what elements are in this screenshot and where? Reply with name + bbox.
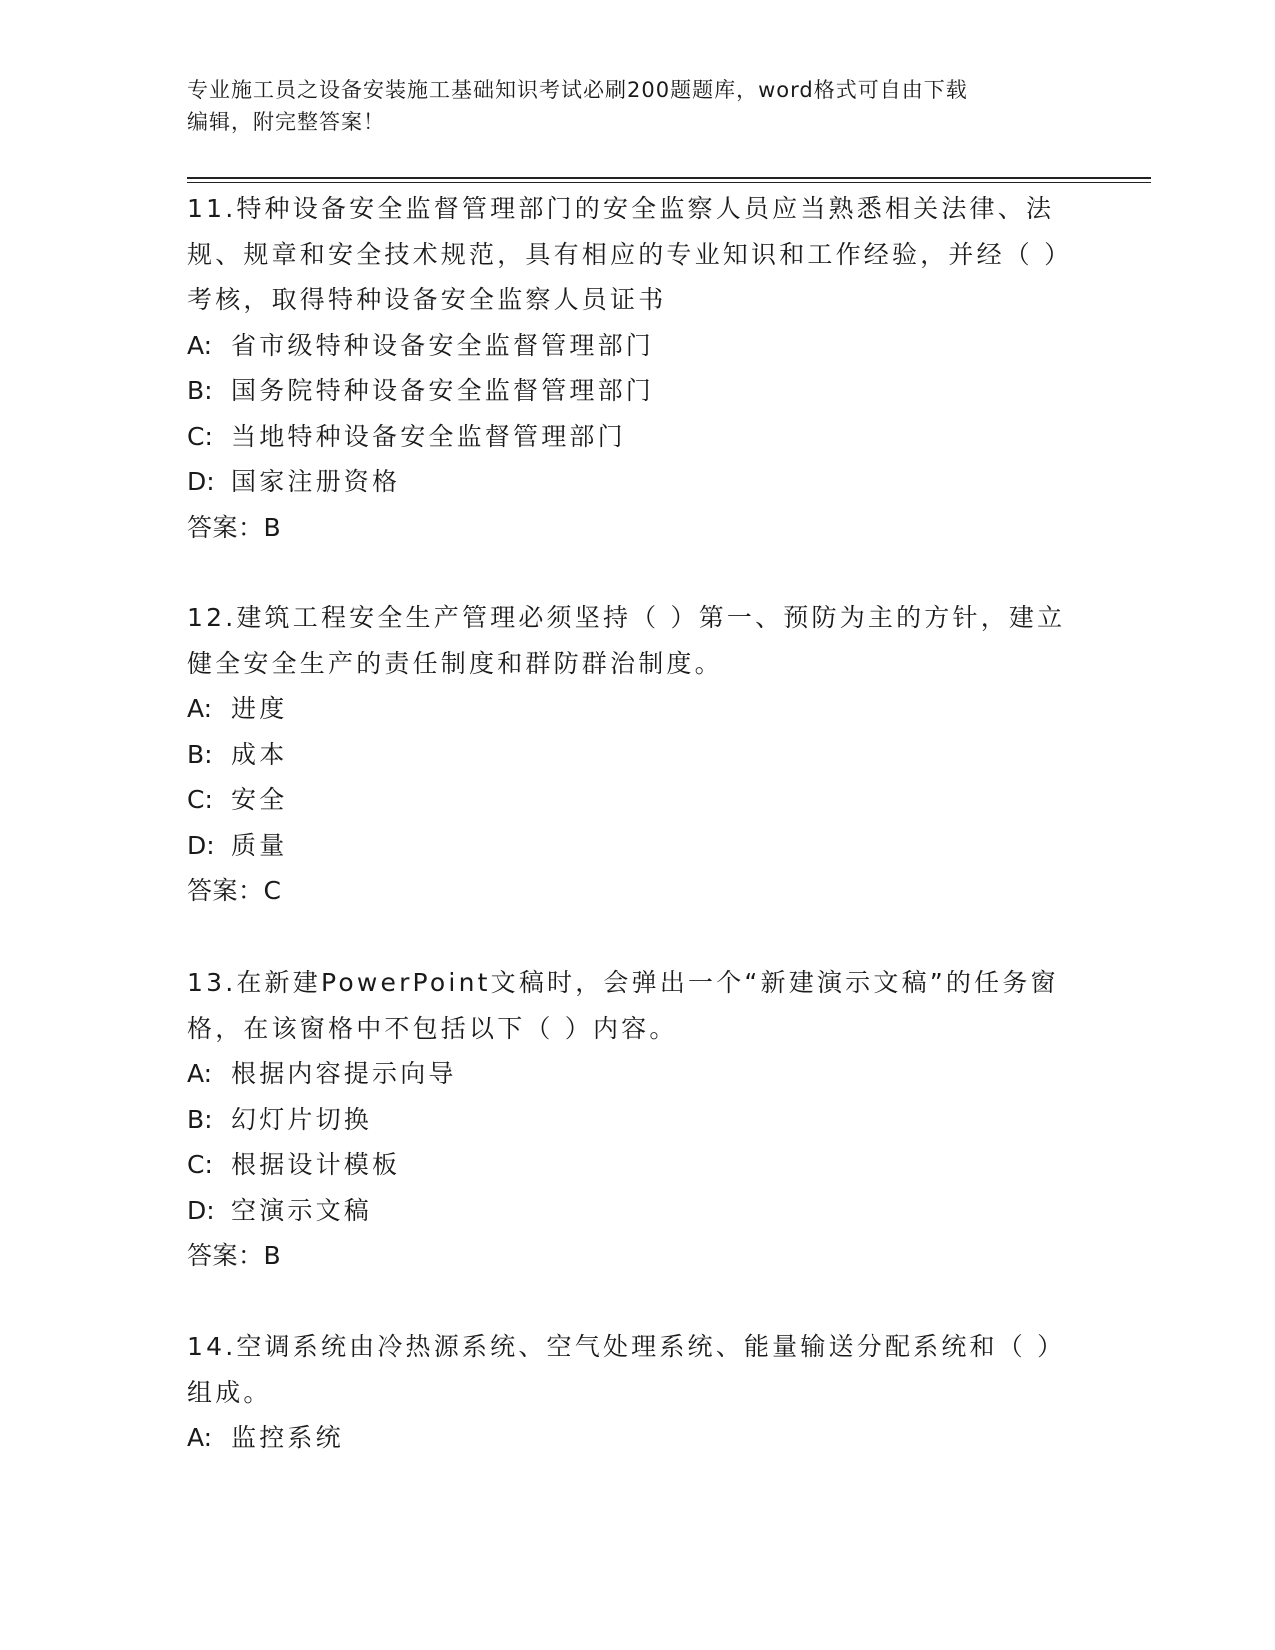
question-13 — [187, 960, 1067, 1279]
option-text: 国家注册资格 — [231, 467, 401, 496]
option-letter: A: — [187, 1423, 213, 1452]
option-letter: A: — [187, 694, 213, 723]
answer-line: 答案：C — [187, 876, 282, 905]
option-letter: D: — [187, 830, 215, 860]
option-a — [187, 686, 1067, 732]
option-text: 根据设计模板 — [231, 1150, 401, 1179]
option-d — [187, 459, 1067, 505]
question-14 — [187, 1324, 1067, 1461]
option-text: 根据内容提示向导 — [231, 1059, 457, 1088]
header-divider-thick — [187, 177, 1151, 179]
option-letter: B: — [187, 739, 213, 769]
question-11 — [187, 186, 1067, 550]
option-text: 安全 — [231, 785, 288, 814]
option-d — [187, 1188, 1067, 1234]
option-d — [187, 823, 1067, 869]
option-text: 质量 — [231, 830, 288, 860]
option-c — [187, 1142, 1067, 1188]
option-c — [187, 414, 1067, 460]
question-stem: 13.在新建PowerPoint文稿时，会弹出一个“新建演示文稿”的任务窗格，在该窗格中不包括以下（ ）内容。 — [187, 968, 1059, 1043]
option-letter: B: — [187, 376, 213, 405]
option-a — [187, 1415, 1067, 1461]
option-letter: C: — [187, 1150, 213, 1179]
option-letter: A: — [187, 1059, 213, 1088]
option-b — [187, 732, 1067, 778]
option-letter: D: — [187, 1195, 215, 1225]
question-stem: 14.空调系统由冷热源系统、空气处理系统、能量输送分配系统和（ ）组成。 — [187, 1332, 1066, 1407]
answer-line: 答案：B — [187, 512, 282, 542]
option-letter: D: — [187, 467, 215, 496]
option-letter: C: — [187, 785, 213, 814]
option-letter: C: — [187, 421, 213, 451]
header-line-1: 专业施工员之设备安装施工基础知识考试必刷200题题库，word格式可自由下载 — [187, 78, 968, 102]
document-header — [187, 74, 1067, 138]
option-text: 幻灯片切换 — [231, 1104, 373, 1134]
option-text: 国务院特种设备安全监督管理部门 — [231, 376, 655, 405]
option-text: 空演示文稿 — [231, 1195, 373, 1225]
option-text: 当地特种设备安全监督管理部门 — [231, 421, 626, 451]
option-letter: A: — [187, 330, 213, 360]
question-stem: 11.特种设备安全监督管理部门的安全监察人员应当熟悉相关法律、法规、规章和安全技术规范，具有相应的专业知识和工作经验，并经（ ）考核，取得特种设备安全监察人员证书 — [187, 194, 1060, 314]
question-stem: 12.建筑工程安全生产管理必须坚持（ ）第一、预防为主的方针，建立健全安全生产的责任制度和群防群治制度。 — [187, 603, 1066, 678]
question-12 — [187, 595, 1067, 914]
option-text: 省市级特种设备安全监督管理部门 — [231, 330, 655, 360]
option-letter: B: — [187, 1104, 213, 1134]
option-text: 监控系统 — [231, 1423, 344, 1452]
option-a — [187, 323, 1067, 369]
header-divider-thin — [187, 182, 1151, 183]
option-c — [187, 777, 1067, 823]
header-line-2: 编辑，附完整答案！ — [187, 110, 385, 134]
option-b — [187, 1097, 1067, 1143]
answer-line: 答案：B — [187, 1241, 282, 1270]
option-b — [187, 368, 1067, 414]
option-text: 成本 — [231, 739, 288, 769]
option-a — [187, 1051, 1067, 1097]
option-text: 进度 — [231, 694, 288, 723]
